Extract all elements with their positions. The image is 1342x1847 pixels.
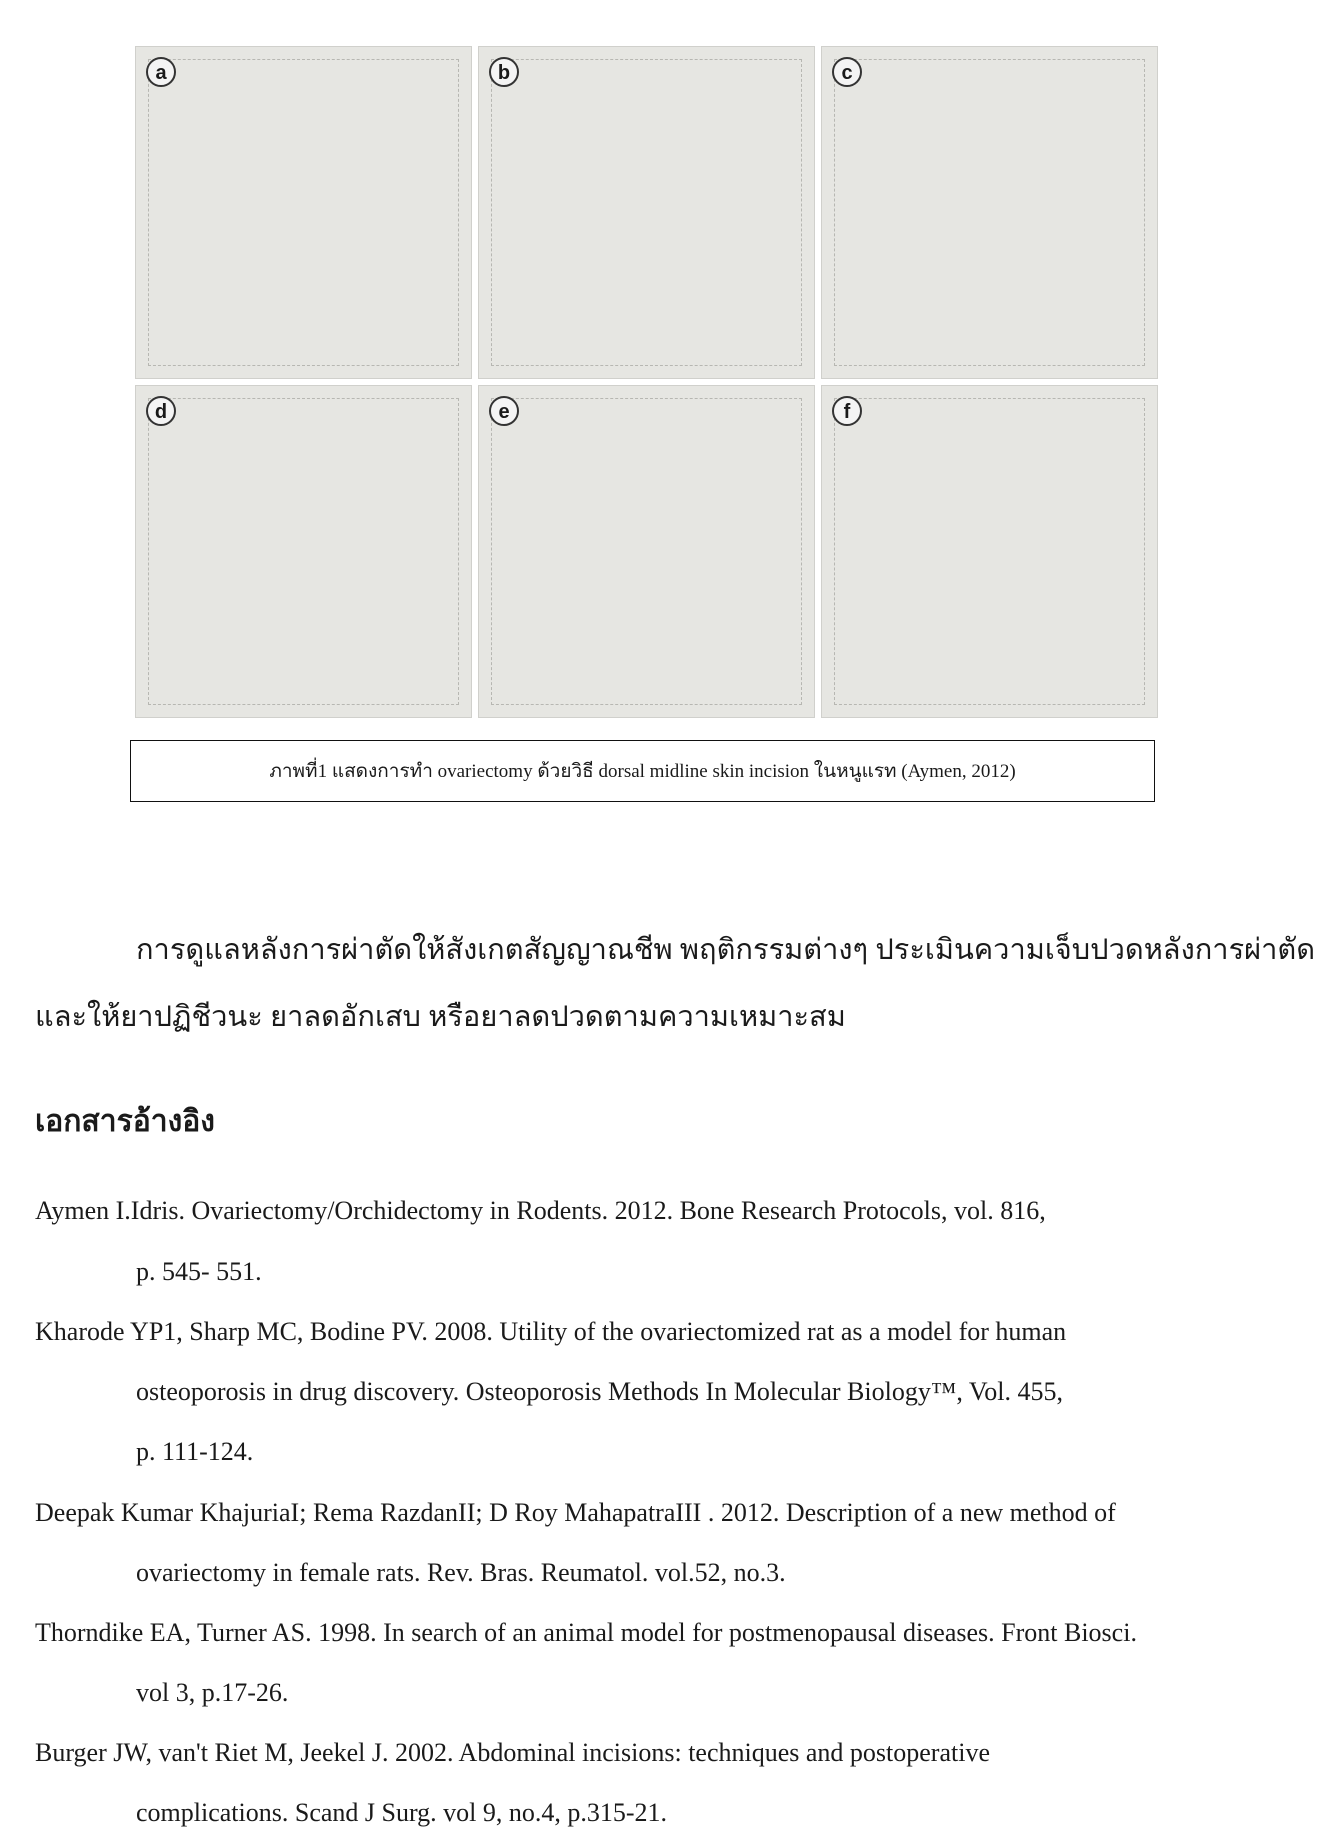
reference-line: p. 111-124. [136,1437,254,1466]
reference-line: Deepak Kumar KhajuriaI; Rema RazdanII; D Roy MahapatraIII . 2012. Description of a new method of [35,1498,1116,1527]
reference-line: Burger JW, van't Riet M, Jeekel J. 2002. Abdominal incisions: techniques and postoperative [35,1738,990,1767]
panel-label: b [489,57,519,87]
paragraph-line: การดูแลหลังการผ่าตัดให้สังเกตสัญญาณชีพ พฤติกรรมต่างๆ ประเมินความเจ็บปวดหลังการผ่าตัด [136,934,1316,966]
panel-label: e [489,396,519,426]
reference-line: Thorndike EA, Turner AS. 1998. In search of an animal model for postmenopausal diseases. Front Biosci. [35,1618,1137,1647]
reference-line: osteoporosis in drug discovery. Osteoporosis Methods In Molecular Biology™, Vol. 455, [136,1377,1063,1406]
reference-line: complications. Scand J Surg. vol 9, no.4, p.315-21. [136,1798,668,1827]
reference-line: ovariectomy in female rats. Rev. Bras. Reumatol. vol.52, no.3. [136,1558,786,1587]
panel-label: f [832,396,862,426]
photo-panel-a [135,46,472,379]
references-heading: เอกสารอ้างอิง [35,1105,215,1138]
panel-label: a [146,57,176,87]
photo-panel-f [821,385,1158,718]
reference-line: Aymen I.Idris. Ovariectomy/Orchidectomy in Rodents. 2012. Bone Research Protocols, vol. 816, [35,1196,1046,1225]
figure-caption [130,740,1155,802]
figure-caption-text: ภาพที่1 แสดงการทำ ovariectomy ด้วยวิธี dorsal midline skin incision ในหนูแรท (Aymen, 2012) [269,761,1016,782]
reference-line: p. 545- 551. [136,1257,262,1286]
figure-photo-grid [135,46,1158,718]
paragraph-line: และให้ยาปฏิชีวนะ ยาลดอักเสบ หรือยาลดปวดตามความเหมาะสม [35,1001,846,1033]
photo-panel-b [478,46,815,379]
photo-panel-e [478,385,815,718]
photo-panel-d [135,385,472,718]
panel-label: d [146,396,176,426]
reference-line: Kharode YP1, Sharp MC, Bodine PV. 2008. Utility of the ovariectomized rat as a model for human [35,1317,1067,1346]
photo-panel-c [821,46,1158,379]
panel-label: c [832,57,862,87]
reference-line: vol 3, p.17-26. [136,1678,289,1707]
